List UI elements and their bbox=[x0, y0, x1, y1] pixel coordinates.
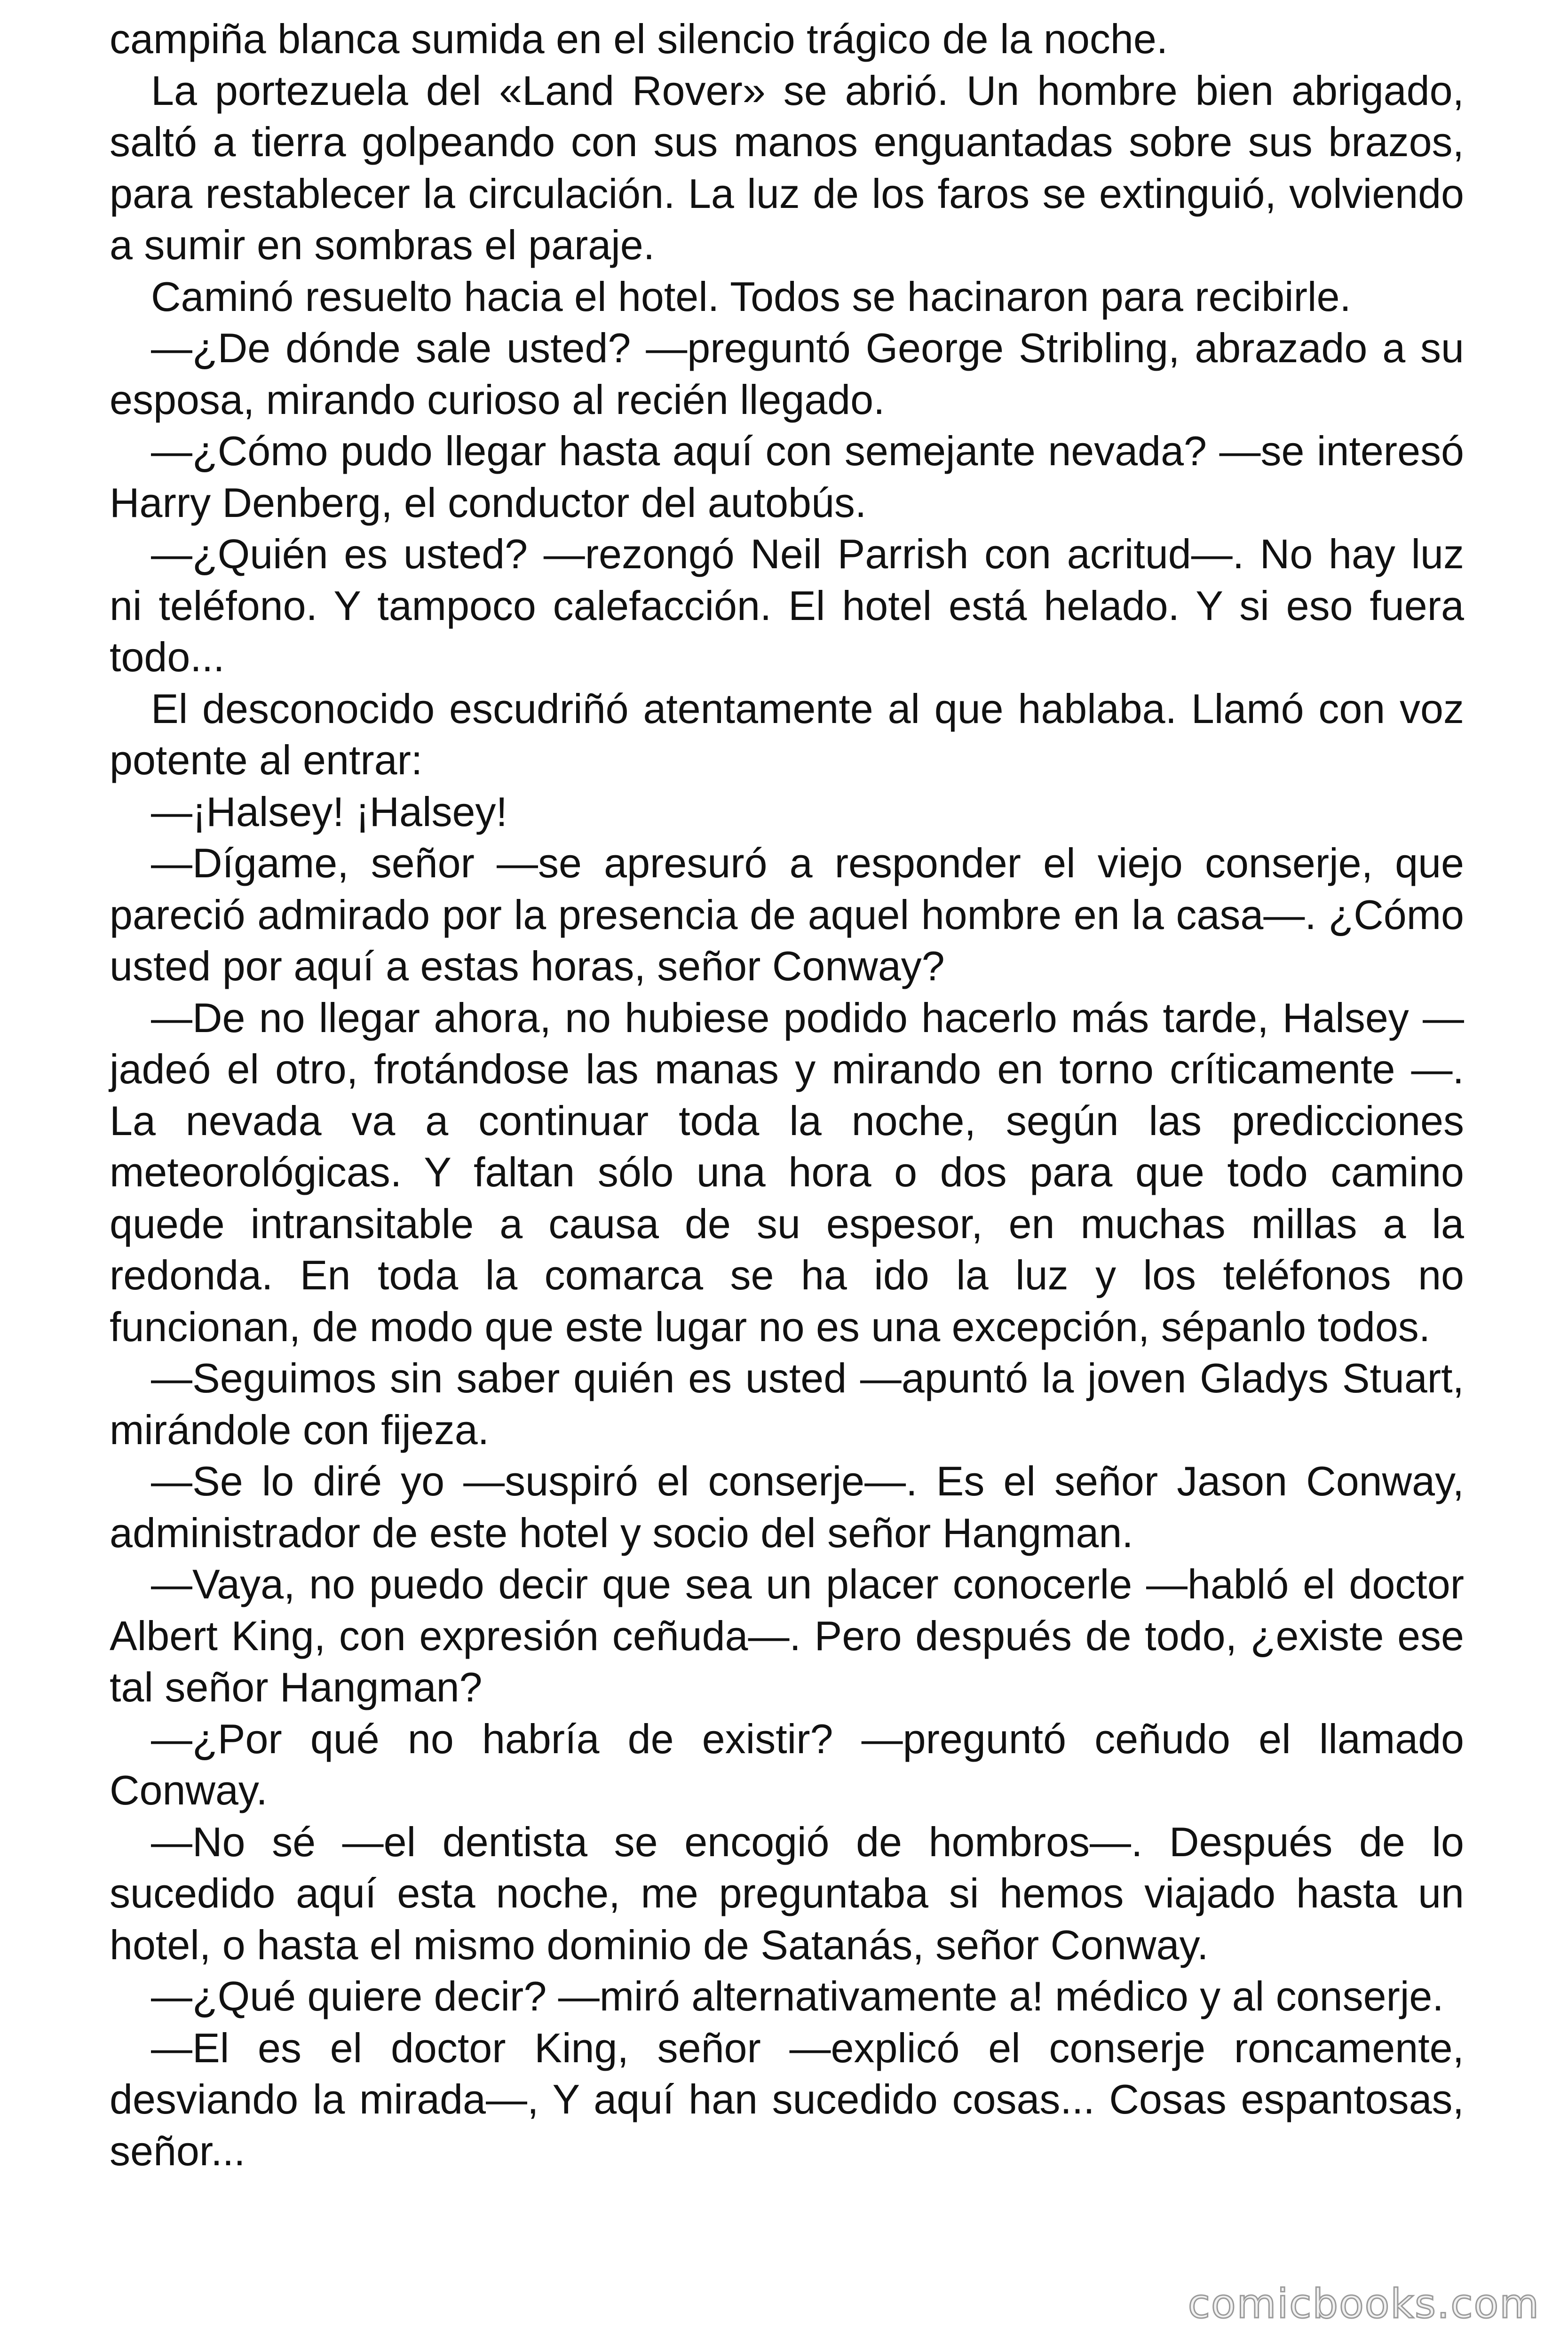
book-page-text bbox=[110, 13, 1464, 2177]
paragraph-4: —¿De dónde sale usted? —preguntó George Stribling, abrazado a su esposa, mirando curioso al recién llegado. bbox=[110, 325, 1464, 423]
paragraph-16: —¿Qué quiere decir? —miró alternativamente a! médico y al conserje. bbox=[151, 1973, 1444, 2019]
paragraph-17: —El es el doctor King, señor —explicó el conserje roncamente, desviando la mirada—, Y aquí han sucedido cosas... Cosas espantosas, señor... bbox=[110, 2024, 1464, 2174]
paragraph-12: —Se lo diré yo —suspiró el conserje—. Es el señor Jason Conway, administrador de este hotel y socio del señor Hangman. bbox=[110, 1458, 1464, 1556]
paragraph-2: La portezuela del «Land Rover» se abrió. Un hombre bien abrigado, saltó a tierra golpeando con sus manos enguantadas sobre sus brazos, para restablecer la circulación. La luz de los faros se extinguió, volviendo a sumir en sombras el paraje. bbox=[110, 67, 1464, 268]
paragraph-8: —¡Halsey! ¡Halsey! bbox=[151, 788, 507, 835]
paragraph-7: El desconocido escudriñó atentamente al que hablaba. Llamó con voz potente al entrar: bbox=[110, 685, 1464, 783]
paragraph-5: —¿Cómo pudo llegar hasta aquí con semejante nevada? —se interesó Harry Denberg, el conductor del autobús. bbox=[110, 428, 1464, 526]
site-watermark: comicbooks.com bbox=[1188, 2280, 1540, 2328]
paragraph-13: —Vaya, no puedo decir que sea un placer conocerle —habló el doctor Albert King, con expresión ceñuda—. Pero después de todo, ¿existe ese tal señor Hangman? bbox=[110, 1561, 1464, 1710]
paragraph-10: —De no llegar ahora, no hubiese podido hacerlo más tarde, Halsey —jadeó el otro, frotándose las manas y mirando en torno críticamente —. La nevada va a continuar toda la noche, según las predicciones meteorológicas. Y faltan sólo una hora o dos para que todo camino quede intransitable a causa de su espesor, en muchas millas a la redonda. En toda la comarca se ha ido la luz y los teléfonos no funcionan, de modo que este lugar no es una excepción, sépanlo todos. bbox=[110, 994, 1464, 1350]
paragraph-6: —¿Quién es usted? —rezongó Neil Parrish con acritud—. No hay luz ni teléfono. Y tampoco calefacción. El hotel está helado. Y si eso fuera todo... bbox=[110, 531, 1464, 680]
paragraph-15: —No sé —el dentista se encogió de hombros—. Después de lo sucedido aquí esta noche, me preguntaba si hemos viajado hasta un hotel, o hasta el mismo dominio de Satanás, señor Conway. bbox=[110, 1818, 1464, 1968]
paragraph-3: Caminó resuelto hacia el hotel. Todos se hacinaron para recibirle. bbox=[151, 273, 1351, 320]
paragraph-14: —¿Por qué no habría de existir? —preguntó ceñudo el llamado Conway. bbox=[110, 1715, 1464, 1813]
paragraph-11: —Seguimos sin saber quién es usted —apuntó la joven Gladys Stuart, mirándole con fijeza. bbox=[110, 1355, 1464, 1453]
paragraph-9: —Dígame, señor —se apresuró a responder el viejo conserje, que pareció admirado por la presencia de aquel hombre en la casa—. ¿Cómo usted por aquí a estas horas, señor Conway? bbox=[110, 840, 1464, 989]
paragraph-1: campiña blanca sumida en el silencio trágico de la noche. bbox=[110, 16, 1168, 62]
